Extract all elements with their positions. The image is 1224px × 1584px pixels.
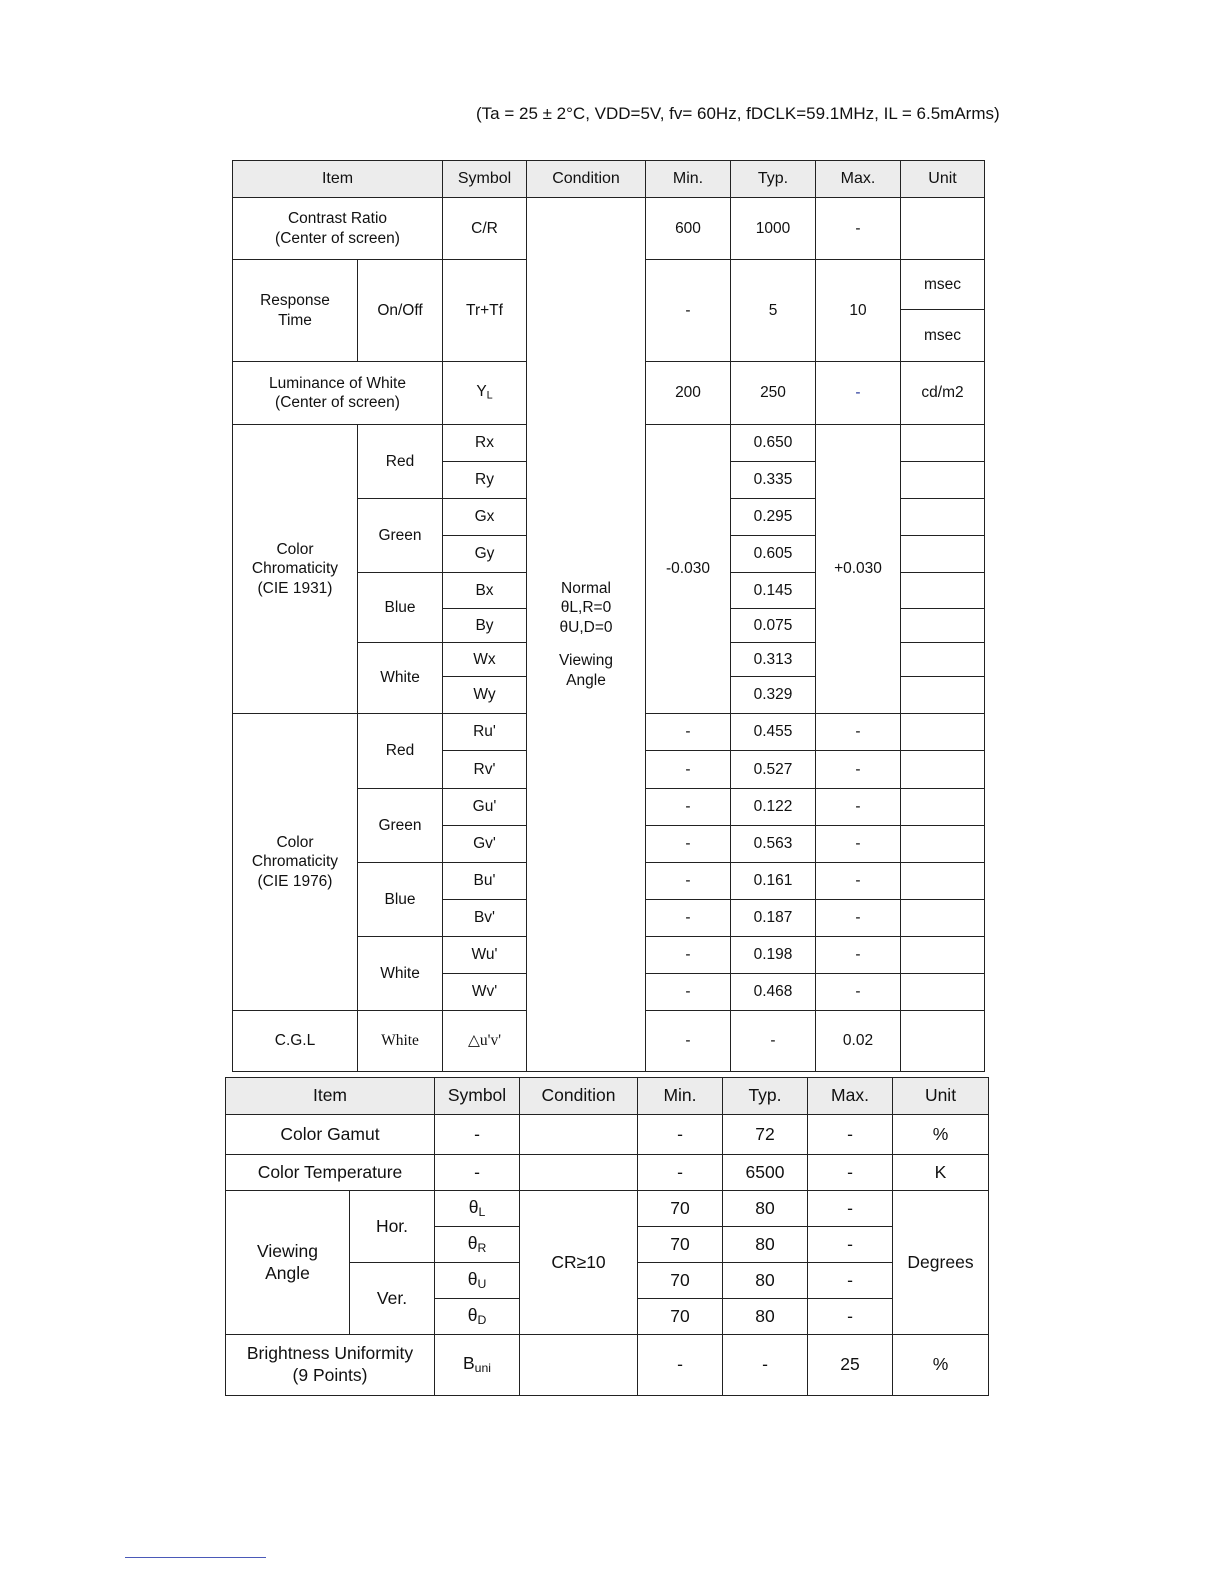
header-symbol: Symbol — [435, 1078, 520, 1115]
viewing-typ: 80 — [723, 1227, 808, 1263]
cgl-unit — [901, 1011, 985, 1072]
cie1976-max: - — [816, 974, 901, 1011]
viewing-symbol: $\theta_L$ — [435, 1191, 520, 1227]
table-row — [226, 1115, 989, 1155]
cie1931-typ: 0.650 — [731, 425, 816, 462]
viewing-min: 70 — [638, 1191, 723, 1227]
luminance-symbol: $Y_L$ — [443, 362, 527, 425]
viewing-ver: Ver. — [350, 1263, 435, 1335]
cie1931-unit — [901, 573, 985, 609]
cie1931-item: Color Chromaticity (CIE 1931) — [233, 425, 358, 714]
cie1976-min: - — [646, 863, 731, 900]
viewing-typ: 80 — [723, 1191, 808, 1227]
condition-cell: Normal θL,R=0 θU,D=0 Viewing Angle — [527, 198, 646, 1072]
contrast-max: - — [816, 198, 901, 260]
cie1931-unit — [901, 425, 985, 462]
table-header-row — [233, 161, 985, 198]
cgl-symbol: △u'v' — [443, 1011, 527, 1072]
cie1976-symbol: Wv' — [443, 974, 527, 1011]
header-unit: Unit — [893, 1078, 989, 1115]
viewing-condition: CR≥10 — [520, 1191, 638, 1335]
cie1976-min: - — [646, 789, 731, 826]
header-unit: Unit — [901, 161, 985, 198]
uniformity-max: 25 — [808, 1335, 893, 1396]
header-item: Item — [226, 1078, 435, 1115]
cie1976-min: - — [646, 900, 731, 937]
response-item: Response Time — [233, 260, 358, 362]
uniformity-condition — [520, 1335, 638, 1396]
header-typ: Typ. — [723, 1078, 808, 1115]
gamut-min: - — [638, 1115, 723, 1155]
cie1931-min: -0.030 — [646, 425, 731, 714]
cie1976-max: - — [816, 826, 901, 863]
uniformity-symbol: $B_{uni}$ — [435, 1335, 520, 1396]
cie1931-symbol: Wx — [443, 643, 527, 677]
cie1976-group-red: Red — [358, 714, 443, 789]
cgl-typ: - — [731, 1011, 816, 1072]
measurement-conditions: (Ta = 25 ± 2°C, VDD=5V, fv= 60Hz, fDCLK=59.1MHz, IL = 6.5mArms) — [476, 104, 1000, 123]
cie1931-unit — [901, 643, 985, 677]
cie1931-symbol: Rx — [443, 425, 527, 462]
cgl-sub: White — [358, 1011, 443, 1072]
additional-spec-table — [225, 1077, 989, 1396]
header-min: Min. — [638, 1078, 723, 1115]
viewing-symbol: $\theta_U$ — [435, 1263, 520, 1299]
cie1976-unit — [901, 789, 985, 826]
response-min: - — [646, 260, 731, 362]
cie1976-unit — [901, 863, 985, 900]
cie1976-typ: 0.198 — [731, 937, 816, 974]
viewing-min: 70 — [638, 1299, 723, 1335]
response-unit-2: msec — [901, 310, 985, 362]
uniformity-typ: - — [723, 1335, 808, 1396]
table-row — [226, 1155, 989, 1191]
cie1976-min: - — [646, 937, 731, 974]
contrast-unit — [901, 198, 985, 260]
cie1976-symbol: Rv' — [443, 751, 527, 789]
cie1931-group-red: Red — [358, 425, 443, 499]
response-unit-1: msec — [901, 260, 985, 310]
viewing-max: - — [808, 1263, 893, 1299]
gamut-unit: % — [893, 1115, 989, 1155]
table-row — [226, 1191, 989, 1227]
temperature-unit: K — [893, 1155, 989, 1191]
cgl-item: C.G.L — [233, 1011, 358, 1072]
cie1976-symbol: Gv' — [443, 826, 527, 863]
header-max: Max. — [816, 161, 901, 198]
cie1931-max: +0.030 — [816, 425, 901, 714]
cie1931-typ: 0.329 — [731, 677, 816, 714]
temperature-typ: 6500 — [723, 1155, 808, 1191]
cie1931-typ: 0.295 — [731, 499, 816, 536]
cie1976-symbol: Wu' — [443, 937, 527, 974]
cie1931-typ: 0.145 — [731, 573, 816, 609]
cie1931-unit — [901, 499, 985, 536]
cie1931-symbol: Wy — [443, 677, 527, 714]
cie1931-symbol: Ry — [443, 462, 527, 499]
cie1976-typ: 0.187 — [731, 900, 816, 937]
cgl-min: - — [646, 1011, 731, 1072]
cie1931-unit — [901, 609, 985, 643]
header-condition: Condition — [527, 161, 646, 198]
viewing-typ: 80 — [723, 1263, 808, 1299]
cie1931-symbol: By — [443, 609, 527, 643]
temperature-min: - — [638, 1155, 723, 1191]
contrast-typ: 1000 — [731, 198, 816, 260]
response-symbol: Tr+Tf — [443, 260, 527, 362]
cie1976-group-white: White — [358, 937, 443, 1011]
response-sub: On/Off — [358, 260, 443, 362]
footnote-separator — [125, 1557, 266, 1558]
cie1931-typ: 0.075 — [731, 609, 816, 643]
cgl-max: 0.02 — [816, 1011, 901, 1072]
table-row — [233, 198, 985, 260]
temperature-item: Color Temperature — [226, 1155, 435, 1191]
response-max: 10 — [816, 260, 901, 362]
cie1931-group-green: Green — [358, 499, 443, 573]
uniformity-unit: % — [893, 1335, 989, 1396]
luminance-unit: cd/m2 — [901, 362, 985, 425]
cie1931-unit — [901, 462, 985, 499]
cie1976-min: - — [646, 714, 731, 751]
cie1976-item: Color Chromaticity (CIE 1976) — [233, 714, 358, 1011]
viewing-min: 70 — [638, 1263, 723, 1299]
cie1976-unit — [901, 900, 985, 937]
header-typ: Typ. — [731, 161, 816, 198]
cie1976-symbol: Bu' — [443, 863, 527, 900]
gamut-item: Color Gamut — [226, 1115, 435, 1155]
luminance-max: - — [816, 362, 901, 425]
cie1976-symbol: Gu' — [443, 789, 527, 826]
cie1976-max: - — [816, 789, 901, 826]
gamut-typ: 72 — [723, 1115, 808, 1155]
cie1976-group-blue: Blue — [358, 863, 443, 937]
cie1931-unit — [901, 677, 985, 714]
cie1976-max: - — [816, 714, 901, 751]
cie1931-typ: 0.313 — [731, 643, 816, 677]
header-condition: Condition — [520, 1078, 638, 1115]
contrast-item: Contrast Ratio (Center of screen) — [233, 198, 443, 260]
cie1931-typ: 0.335 — [731, 462, 816, 499]
cie1976-symbol: Bv' — [443, 900, 527, 937]
cie1931-group-blue: Blue — [358, 573, 443, 643]
luminance-typ: 250 — [731, 362, 816, 425]
response-typ: 5 — [731, 260, 816, 362]
viewing-min: 70 — [638, 1227, 723, 1263]
viewing-max: - — [808, 1299, 893, 1335]
cie1976-unit — [901, 751, 985, 789]
luminance-min: 200 — [646, 362, 731, 425]
cie1976-typ: 0.527 — [731, 751, 816, 789]
cie1976-max: - — [816, 863, 901, 900]
cie1931-group-white: White — [358, 643, 443, 714]
header-min: Min. — [646, 161, 731, 198]
viewing-max: - — [808, 1227, 893, 1263]
temperature-condition — [520, 1155, 638, 1191]
cie1976-unit — [901, 974, 985, 1011]
cie1976-typ: 0.122 — [731, 789, 816, 826]
cie1976-typ: 0.161 — [731, 863, 816, 900]
uniformity-item: Brightness Uniformity (9 Points) — [226, 1335, 435, 1396]
viewing-max: - — [808, 1191, 893, 1227]
header-item: Item — [233, 161, 443, 198]
cie1976-min: - — [646, 751, 731, 789]
uniformity-min: - — [638, 1335, 723, 1396]
cie1976-max: - — [816, 937, 901, 974]
cie1976-typ: 0.468 — [731, 974, 816, 1011]
contrast-symbol: C/R — [443, 198, 527, 260]
cie1976-max: - — [816, 900, 901, 937]
luminance-item: Luminance of White (Center of screen) — [233, 362, 443, 425]
contrast-min: 600 — [646, 198, 731, 260]
temperature-max: - — [808, 1155, 893, 1191]
cie1931-symbol: Gy — [443, 536, 527, 573]
cie1931-unit — [901, 536, 985, 573]
table-header-row — [226, 1078, 989, 1115]
viewing-unit: Degrees — [893, 1191, 989, 1335]
optical-spec-table — [232, 160, 985, 1072]
gamut-condition — [520, 1115, 638, 1155]
cie1976-min: - — [646, 974, 731, 1011]
cie1976-typ: 0.455 — [731, 714, 816, 751]
viewing-item: Viewing Angle — [226, 1191, 350, 1335]
cie1931-typ: 0.605 — [731, 536, 816, 573]
gamut-max: - — [808, 1115, 893, 1155]
temperature-symbol: - — [435, 1155, 520, 1191]
cie1931-symbol: Gx — [443, 499, 527, 536]
cie1976-unit — [901, 937, 985, 974]
cie1976-min: - — [646, 826, 731, 863]
cie1976-symbol: Ru' — [443, 714, 527, 751]
header-max: Max. — [808, 1078, 893, 1115]
viewing-typ: 80 — [723, 1299, 808, 1335]
cie1976-unit — [901, 826, 985, 863]
viewing-symbol: $\theta_D$ — [435, 1299, 520, 1335]
cie1976-max: - — [816, 751, 901, 789]
gamut-symbol: - — [435, 1115, 520, 1155]
cie1931-symbol: Bx — [443, 573, 527, 609]
cie1976-group-green: Green — [358, 789, 443, 863]
viewing-hor: Hor. — [350, 1191, 435, 1263]
table-row — [226, 1335, 989, 1396]
header-symbol: Symbol — [443, 161, 527, 198]
cie1976-unit — [901, 714, 985, 751]
cie1976-typ: 0.563 — [731, 826, 816, 863]
viewing-symbol: $\theta_R$ — [435, 1227, 520, 1263]
